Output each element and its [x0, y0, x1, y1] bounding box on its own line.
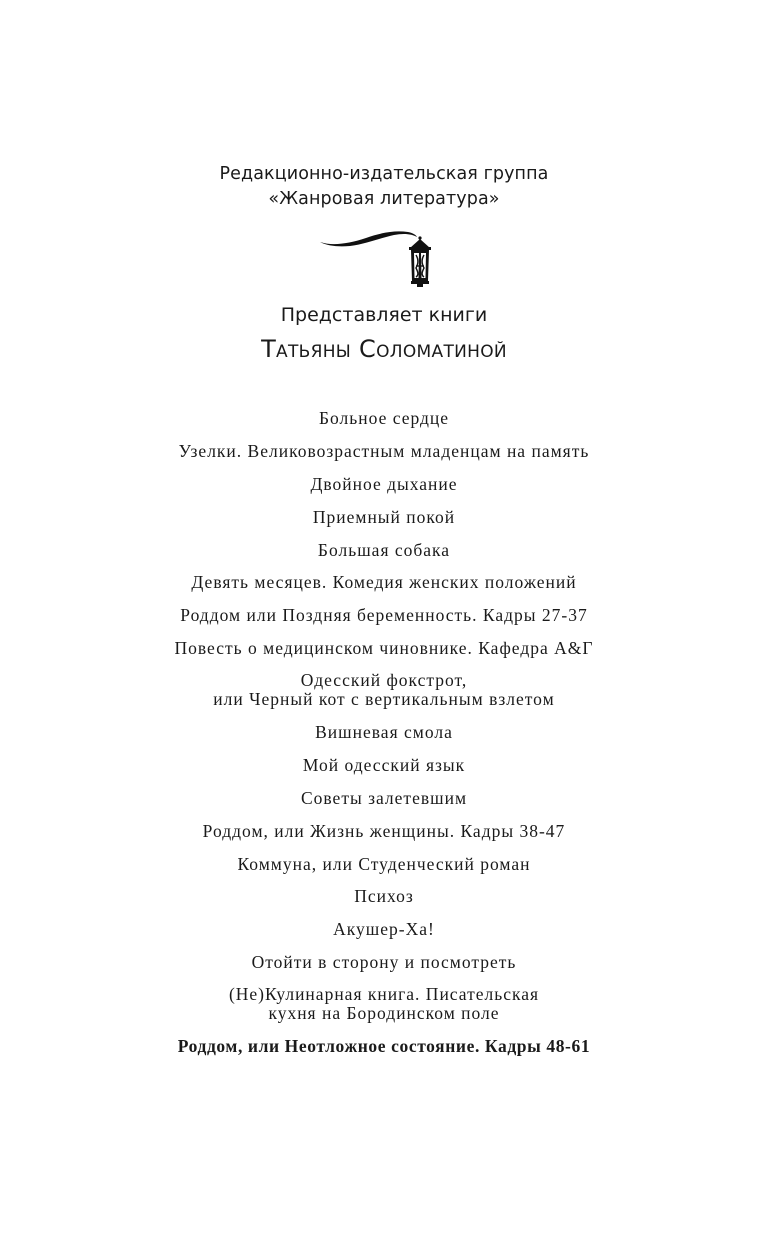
book-title: Повесть о медицинском чиновнике. Кафедра А&Г: [174, 638, 594, 659]
book-title: Больное сердце: [318, 408, 450, 428]
book-title: Советы залетевшим: [300, 787, 468, 808]
book-title-highlighted: Роддом, или Неотложное состояние. Кадры 48-61: [177, 1036, 591, 1057]
book-title: Коммуна, или Студенческий роман: [237, 853, 531, 874]
book-title: Узелки. Великовозрастным младенцам на память: [178, 440, 590, 461]
book-list: [0, 408, 768, 1069]
book-title: Психоз: [354, 886, 414, 907]
publisher-name: [0, 162, 768, 212]
book-title: Двойное дыхание: [310, 473, 458, 494]
book-title: Акушер-Ха!: [333, 919, 435, 940]
book-title: Роддом или Поздняя беременность. Кадры 27-37: [180, 605, 588, 626]
author-name: Татьяны Соломатиной: [261, 335, 507, 363]
publisher-line-1: Редакционно-издательская группа: [219, 164, 549, 184]
book-title: Одесский фокстрот, или Черный кот с вертикальным взлетом: [213, 670, 555, 710]
book-title: Приемный покой: [312, 506, 456, 527]
book-title: Роддом, или Жизнь женщины. Кадры 38-47: [202, 820, 566, 841]
book-title: Отойти в сторону и посмотреть: [251, 952, 517, 973]
presents-heading: Представляет книги: [280, 304, 488, 326]
book-title: Большая собака: [317, 539, 451, 560]
publisher-line-2: «Жанровая литература»: [268, 189, 500, 209]
quill-lantern-icon: [318, 226, 440, 290]
book-title: (Не)Кулинарная книга. Писательская кухня на Бородинском поле: [228, 984, 540, 1024]
book-title: Девять месяцев. Комедия женских положений: [191, 572, 577, 593]
book-title: Вишневая смола: [315, 722, 453, 743]
book-title: Мой одесский язык: [302, 754, 466, 775]
